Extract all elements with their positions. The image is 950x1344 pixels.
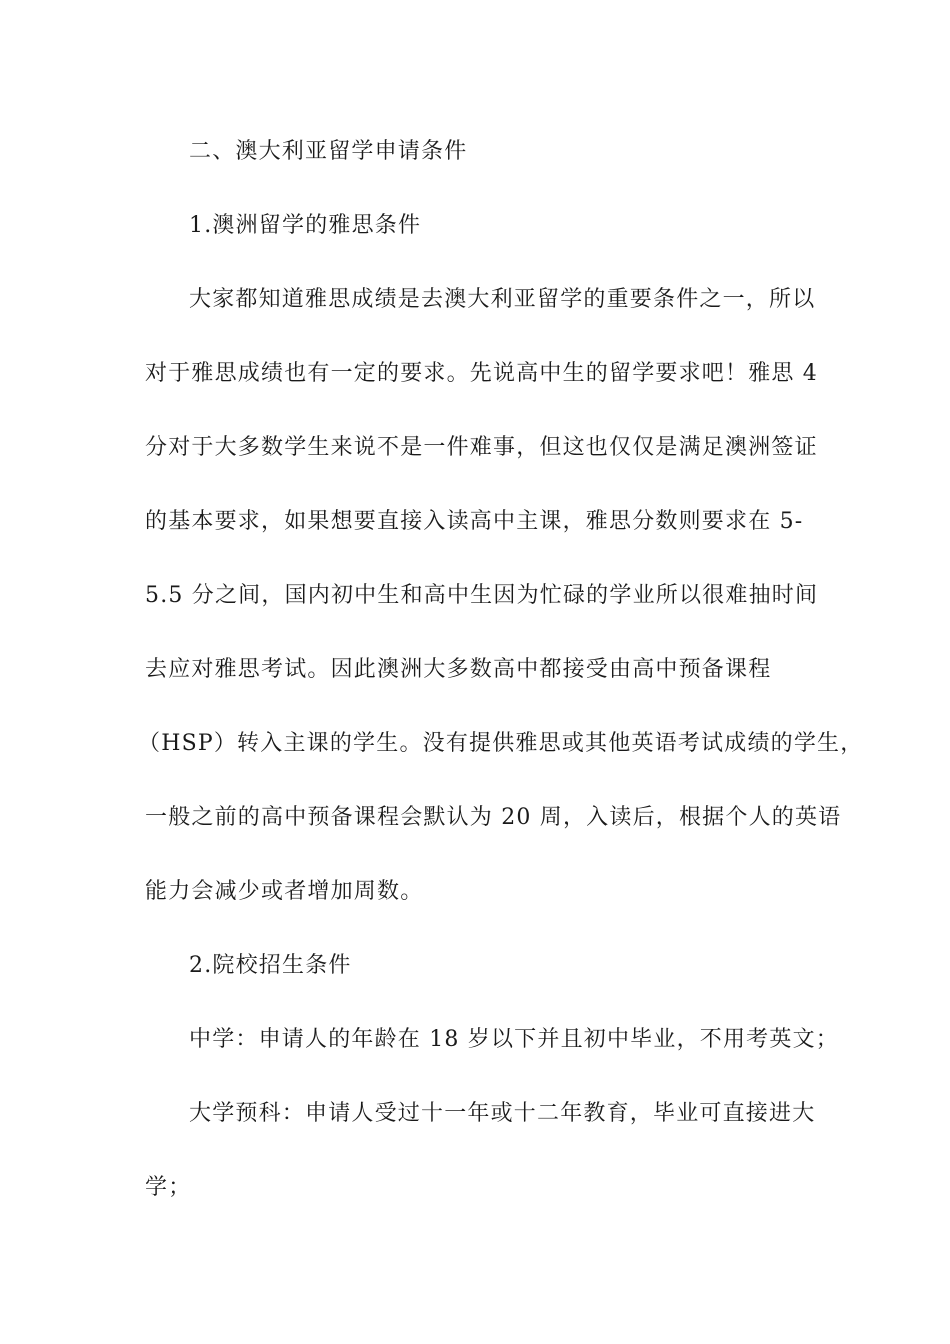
foundation-requirement-line: 大学预科：申请人受过十一年或十二年教育，毕业可直接进大 (189, 1101, 816, 1126)
foundation-requirement-line: 学； (145, 1175, 192, 1200)
subsection-title-ielts: 1.澳洲留学的雅思条件 (189, 213, 422, 238)
section-heading: 二、澳大利亚留学申请条件 (189, 139, 468, 164)
paragraph-line: 5.5 分之间，国内初中生和高中生因为忙碌的学业所以很难抽时间 (145, 583, 819, 608)
paragraph-line: 去应对雅思考试。因此澳洲大多数高中都接受由高中预备课程 (145, 657, 772, 682)
paragraph-line: 分对于大多数学生来说不是一件难事，但这也仅仅是满足澳洲签证 (145, 435, 818, 460)
paragraph-line: （HSP）转入主课的学生。没有提供雅思或其他英语考试成绩的学生， (138, 731, 864, 756)
paragraph-line: 的基本要求，如果想要直接入读高中主课，雅思分数则要求在 5- (145, 509, 804, 534)
paragraph-line: 大家都知道雅思成绩是去澳大利亚留学的重要条件之一，所以 (189, 287, 816, 312)
subsection-title-admission: 2.院校招生条件 (189, 953, 352, 978)
middle-school-requirement: 中学：申请人的年龄在 18 岁以下并且初中毕业，不用考英文； (189, 1027, 839, 1052)
paragraph-line: 一般之前的高中预备课程会默认为 20 周，入读后，根据个人的英语 (145, 805, 842, 830)
paragraph-line: 能力会减少或者增加周数。 (145, 879, 424, 904)
paragraph-line: 对于雅思成绩也有一定的要求。先说高中生的留学要求吧！雅思 4 (145, 361, 818, 386)
